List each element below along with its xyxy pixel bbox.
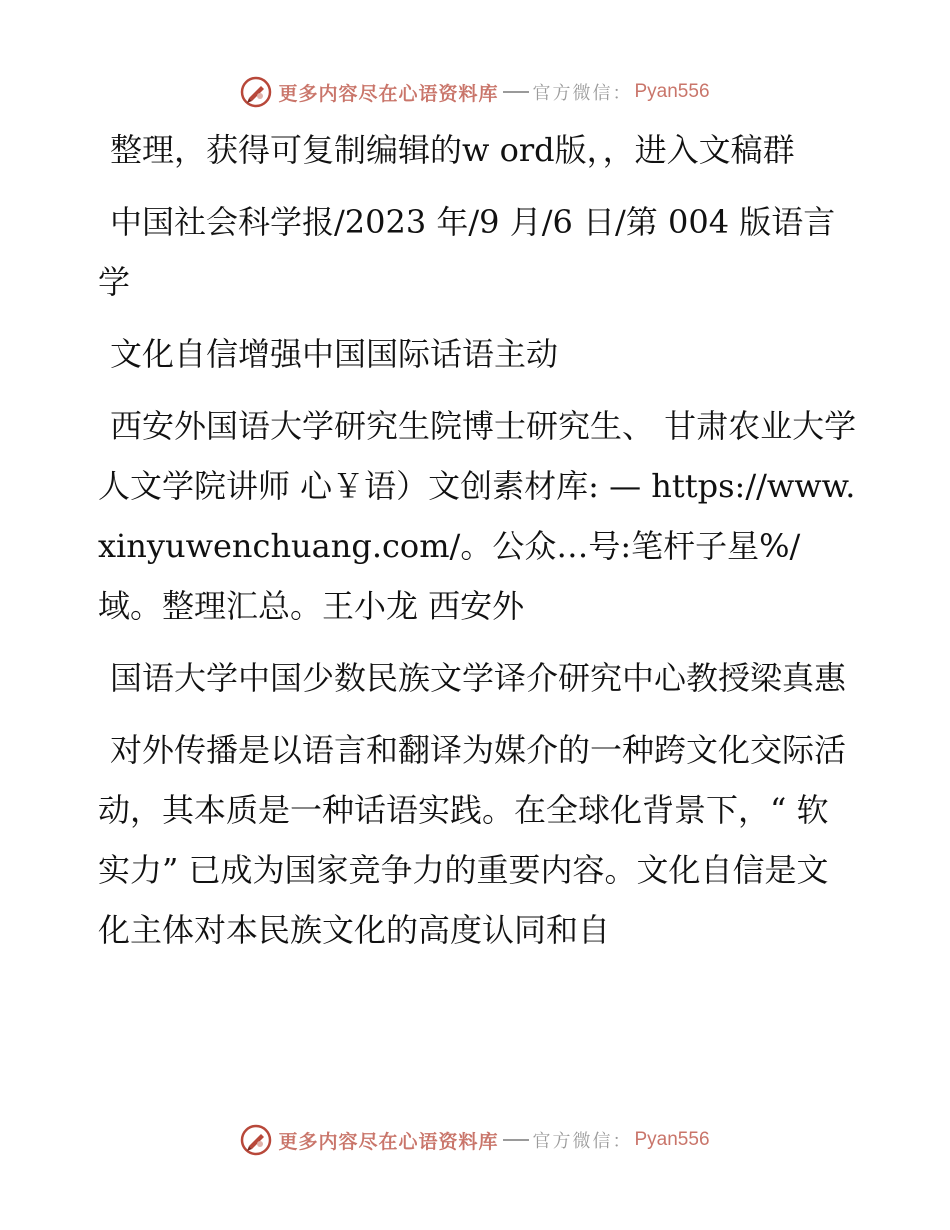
paragraph-author: 西安外国语大学研究生院博士研究生、 甘肃农业大学人文学院讲师 心￥语）文创素材库: — https://www.xinyuwenchuang.com/。公众…号:笔杆子星%/域。整理汇总。王小龙 西安外 — [98, 407, 857, 625]
wechat-label: 官方微信： — [532, 1131, 633, 1152]
site-slogan: 更多内容尽在心语资料库 — [278, 1130, 499, 1153]
paragraph-source: 中国社会科学报/2023 年/9 月/6 日/第 004 版语言学 — [98, 203, 836, 301]
pen-logo-icon — [240, 76, 272, 108]
site-slogan: 更多内容尽在心语资料库 — [278, 82, 499, 105]
header-banner — [0, 72, 950, 112]
banner-dash — [503, 1139, 529, 1141]
paragraph-coauthor: 国语大学中国少数民族文学译介研究中心教授梁真惠 — [110, 659, 847, 697]
paragraph-body: 对外传播是以语言和翻译为媒介的一种跨文化交际活动，其本质是一种话语实践。在全球化背景下，“ 软实力” 已成为国家竞争力的重要内容。文化自信是文化主体对本民族文化的高度认同和自 — [98, 731, 847, 949]
paragraph-intro: 整理，获得可复制编辑的w ord版，，进入文稿群 — [110, 131, 795, 169]
footer-banner — [0, 1120, 950, 1160]
article-title: 文化自信增强中国国际话语主动 — [110, 335, 559, 373]
wechat-id: Pyan556 — [634, 81, 710, 102]
document-body — [98, 120, 858, 972]
wechat-id: Pyan556 — [634, 1129, 710, 1150]
pen-logo-icon — [240, 1124, 272, 1156]
wechat-label: 官方微信： — [532, 83, 633, 104]
banner-dash — [503, 91, 529, 93]
